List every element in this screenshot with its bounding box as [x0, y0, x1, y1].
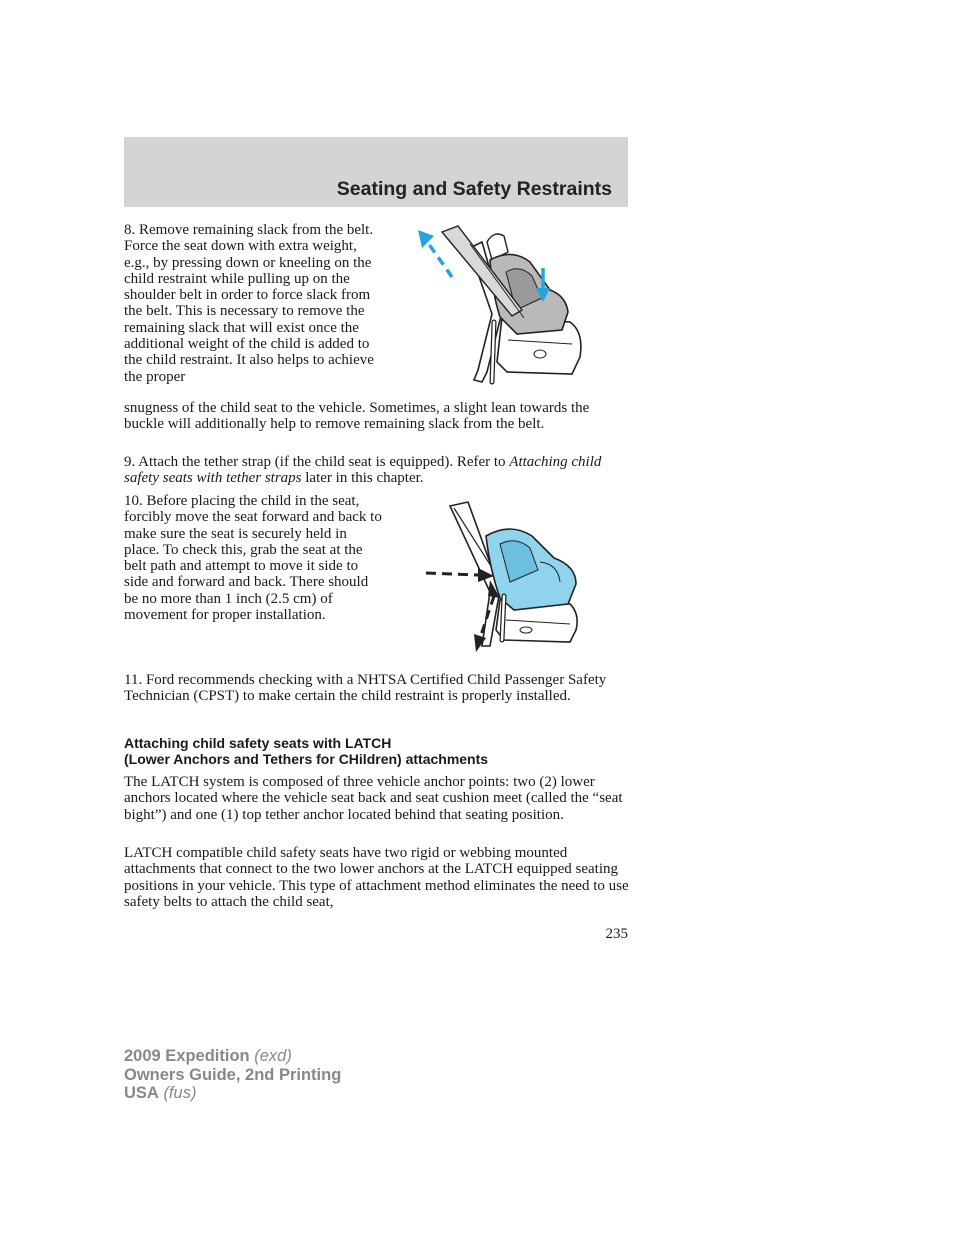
latch-paragraph-1: The LATCH system is composed of three vehicle anchor points: two (2) lower anchors located where the vehicle seat back and seat cushion meet (called the “seat bight”) and one (1) top tether anchor located behind that seating position. [124, 774, 623, 823]
footer-line-3 [124, 1084, 341, 1103]
footer-guide: Owners Guide, 2nd Printing [124, 1065, 342, 1084]
footer-line-2 [124, 1066, 341, 1085]
footer [124, 1047, 341, 1103]
figure-remove-slack [412, 222, 592, 390]
step-9-suffix: later in this chapter. [305, 470, 424, 487]
latch-heading-line-1: Attaching child safety seats with LATCH [124, 735, 392, 751]
step-9-reference: Attaching child safety seats with tether straps [124, 454, 602, 487]
footer-region: USA [124, 1084, 159, 1102]
step-10-text: 10. Before placing the child in the seat, forcibly move the seat forward and back to make sure the seat is securely held in place. To check this, grab the seat at the belt path and attempt to move it side to side and forward and back. There should be no more than 1 inch (2.5 cm) of movement for proper installation. [124, 493, 382, 624]
step-8-continued: snugness of the child seat to the vehicle. Sometimes, a slight lean towards the buckle will additionally help to remove remaining slack from the belt. [124, 400, 590, 433]
footer-line-1 [124, 1047, 341, 1066]
footer-model-code: (exd) [254, 1047, 292, 1065]
footer-model: 2009 Expedition [124, 1047, 250, 1065]
latch-heading-line-2: (Lower Anchors and Tethers for CHildren) attachments [124, 751, 489, 767]
step-9-text [124, 454, 630, 487]
step-8-text: 8. Remove remaining slack from the belt. Force the seat down with extra weight, e.g., by pressing down or kneeling on the child restraint while pulling up on the shoulder belt in order to force slack from the belt. This is necessary to remove the remaining slack that will exist once the additional weight of the child is added to the child restraint. It also helps to achieve the proper [124, 222, 374, 385]
footer-region-code: (fus) [163, 1084, 197, 1102]
section-title: Seating and Safety Restraints [336, 178, 612, 200]
latch-paragraph-2: LATCH compatible child safety seats have two rigid or webbing mounted attachments that connect to the two lower anchors at the LATCH equipped seating positions in your vehicle. This type of attachment method eliminates the need to use safety belts to attach the child seat, [124, 845, 629, 910]
section-header [124, 137, 628, 207]
step-9-prefix: 9. Attach the tether strap (if the child seat is equipped). Refer to [124, 454, 506, 470]
figure-check-seat-movement [420, 500, 585, 656]
page-number: 235 [605, 926, 628, 942]
latch-heading [124, 735, 630, 767]
step-11-text: 11. Ford recommends checking with a NHTSA Certified Child Passenger Safety Technician (CPST) to make certain the child restraint is properly installed. [124, 672, 607, 705]
